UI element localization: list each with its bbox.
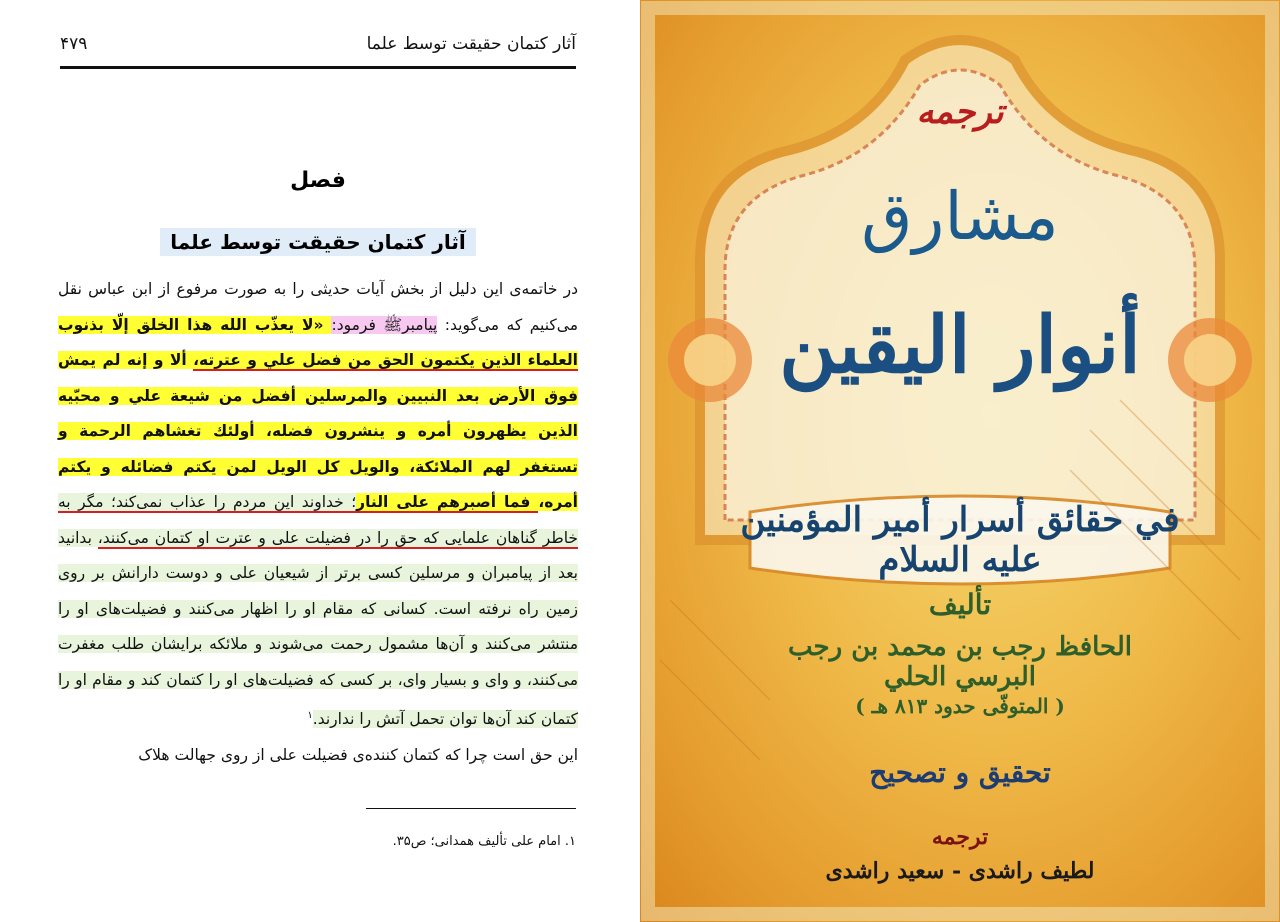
arabic-quote-b: العلماء الذين يكتمون الحق من فضل علي و عترته،	[193, 351, 578, 369]
footnote-rule	[366, 808, 576, 809]
footnote-ref: ۱	[307, 710, 313, 721]
footnote: ۱. امام علی تألیف همدانی؛ ص۳۵.	[392, 834, 576, 849]
cover-death-date: ( المتوفّى حدود ٨١٣ هـ )	[855, 694, 1065, 718]
page-number: ۴۷۹	[60, 34, 88, 54]
cover-editing-label: تحقيق و تصحيح	[869, 756, 1051, 789]
speaker-highlight: پیامبرﷺ فرمود:	[331, 315, 438, 334]
running-title: آثار کتمان حقیقت توسط علما	[366, 34, 576, 54]
cover-title-line2: أنوار اليقين	[779, 300, 1141, 391]
para1-line1: در خاتمه‌ی این دلیل از بخش آیات حدیثی را به صورت مرفوع از ابن عباس	[88, 280, 578, 298]
persian-translation-b: بدانید بعد از پیامبران و مرسلین کسی برتر از شیعیان علی و دوست دارانش بر روی زمین راه نرفته است. کسانی که مقام او را اظهار می‌کنند و فضیلت‌های او را منتشر می‌کنند و آن‌ها مشمول رحمت می‌شوند و ملائکه برایشان طلب مغفرت می‌کنند، و وای و بسیار وای، بر کسی که فضیلت‌های او را کتمان کند و مقام او را کتمان کند آن‌ها توان تحمل آتش را ندارند.	[58, 528, 578, 729]
cover-subtitle: في حقائق أسرار أمير المؤمنين عليه السلام	[740, 500, 1180, 580]
cover-authorship-label: تأليف	[928, 588, 992, 621]
running-head	[60, 30, 576, 60]
cover-translators: لطيف راشدی - سعيد راشدی	[825, 858, 1095, 884]
cover-translation-label: ترجمه	[931, 824, 989, 850]
arabic-quote-d: فما أصبرهم على النار	[356, 493, 539, 511]
chapter-heading: آثار کتمان حقیقت توسط علما	[160, 228, 475, 256]
section-label: فصل	[290, 168, 346, 193]
header-rule	[60, 66, 576, 69]
book-cover	[640, 0, 1280, 922]
cover-translation-label-top: ترجمه	[916, 92, 1004, 132]
cover-author: الحافظ رجب بن محمد بن رجب البرسي الحلي	[788, 632, 1132, 692]
body-paragraph	[58, 272, 578, 773]
page-divider	[626, 0, 640, 922]
document-page	[0, 0, 626, 922]
cover-title-line1: مشارق	[861, 178, 1059, 255]
para2: این حق است چرا که کتمان کننده‌ی فضیلت علی از روی جهالت هلاک	[138, 745, 578, 764]
persian-translation-a: ؛ خداوند این مردم را عذاب نمی‌کند؛ مگر به خاطر گناهان علمایی که حق را در فضیلت علی و عترت او کتمان می‌کنند،	[58, 493, 579, 547]
arabic-quote-c: ألا و إنه لم يمش فوق الأرض بعد النبيين والمرسلين أفضل من شيعة علي و محبّيه الذين يظهرون أمره و ينشرون فضله، أولئك تغشاهم الرحمة و تستغفر لهم الملائكة، والويل كل الويل لمن يكتم فضائله و يكتم أمره،	[58, 351, 578, 511]
arabic-quote-a: «لا يعذّب الله هذا الخلق إلّا بذنوب	[58, 315, 332, 334]
heading-wrap	[60, 228, 576, 256]
para1-intro: نقل می‌کنیم که می‌گوید:	[58, 280, 578, 334]
